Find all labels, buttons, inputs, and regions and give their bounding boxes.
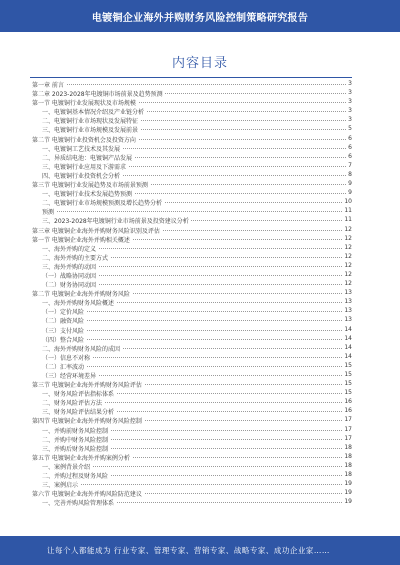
toc-entry-title: 一、财务风险评估指标体系 [42, 391, 115, 399]
toc-entry-title: （四）整合风险 [42, 336, 85, 344]
toc-entry[interactable] [32, 189, 352, 198]
toc-page-number: 16 [344, 398, 352, 406]
toc-page-number: 17 [344, 434, 352, 442]
toc-leader-dots [42, 211, 352, 212]
toc-section-entry[interactable] [32, 98, 352, 107]
toc-page-number: 12 [344, 270, 352, 278]
toc-section-entry[interactable] [32, 453, 352, 462]
toc-leader-dots [42, 311, 352, 312]
toc-entry-title: 二、电镀铜行业市场规模预测及增长趋势分析 [42, 200, 163, 208]
toc-entry-title: 二、海外并购的主要方式 [42, 254, 109, 262]
toc-page-number: 3 [348, 89, 352, 97]
toc-page-number: 9 [348, 189, 352, 197]
toc-entry-title: （二）融资风险 [42, 318, 85, 326]
toc-entry[interactable] [32, 426, 352, 435]
toc-entry-title: 第二节 电镀铜行业投资机会及投资方向 [32, 136, 136, 144]
toc-entry[interactable] [32, 198, 352, 207]
toc-entry[interactable] [32, 298, 352, 307]
toc-entry-title: 第一章 前言 [32, 82, 64, 89]
toc-entry[interactable] [32, 435, 352, 444]
toc-section-entry[interactable] [32, 380, 352, 389]
header-banner [0, 0, 400, 32]
toc-entry-title: 三、并购后财务风险控制 [42, 445, 109, 453]
toc-page-number: 13 [344, 298, 352, 306]
toc-page-number: 13 [344, 307, 352, 315]
toc-page-number: 11 [344, 207, 352, 215]
toc-entry-title: 二、异质结电池：电镀铜产品发展 [42, 154, 133, 162]
toc-entry-title: （一）战略协同动因 [42, 272, 97, 280]
toc-page-number: 7 [348, 161, 352, 169]
toc-page-number: 9 [348, 180, 352, 188]
toc-leader-dots [42, 366, 352, 367]
toc-entry[interactable] [32, 216, 352, 225]
toc-entry-title: 三、2023-2028年电镀铜行业市场前景及投资建议分析 [42, 218, 189, 226]
footer-banner [0, 536, 400, 565]
toc-entry-title: 第六节 电镀铜企业海外并购风险防范建议 [32, 491, 142, 499]
toc-page-number: 3 [348, 80, 352, 87]
toc-entry-title: 一、海外并购财务风险概述 [42, 300, 115, 308]
toc-entry[interactable] [32, 498, 352, 507]
toc-chapter-entry[interactable] [32, 80, 352, 89]
toc-page-number: 12 [344, 280, 352, 288]
toc-entry[interactable] [32, 116, 352, 125]
toc-section-entry[interactable] [32, 135, 352, 144]
toc-entry[interactable] [32, 207, 352, 216]
toc-entry-title: 二、海外并购财务风险的成因 [42, 345, 121, 353]
toc-heading: 内容目录 [171, 56, 228, 71]
toc-entry-title: 三、财务风险评估结果分析 [42, 409, 115, 417]
toc-entry[interactable] [32, 480, 352, 489]
toc-entry-title: 一、海外并购的定义 [42, 245, 97, 253]
toc-leader-dots [42, 484, 352, 485]
toc-page-number: 16 [344, 407, 352, 415]
toc-entry[interactable] [32, 316, 352, 325]
toc-entry-title: 三、电镀铜行业应用及下游需求 [42, 163, 127, 171]
toc-page-number: 14 [344, 352, 352, 360]
toc-entry-title: 第一节 电镀铜行业发展现状及市场规模 [32, 100, 136, 108]
toc-entry-title: 第一节 电镀铜企业海外并购相关概述 [32, 236, 130, 244]
toc-entry[interactable] [32, 244, 352, 253]
toc-page-number: 5 [348, 125, 352, 133]
toc-entry[interactable] [32, 462, 352, 471]
toc-section-entry[interactable] [32, 235, 352, 244]
toc-page-number: 19 [344, 480, 352, 488]
toc-entry-title: 第五节 电镀铜企业海外并购案例分析 [32, 454, 130, 462]
toc-entry-title: 第二节 电镀铜企业海外并购财务风险 [32, 291, 130, 299]
toc-entry-title: 二、并购中财务风险控制 [42, 436, 109, 444]
toc-entry[interactable] [32, 389, 352, 398]
toc-divider [30, 77, 352, 78]
toc-section-entry[interactable] [32, 489, 352, 498]
toc-entry[interactable] [32, 162, 352, 171]
toc-entry[interactable] [32, 107, 352, 116]
toc-entry[interactable] [32, 371, 352, 380]
toc-page-number: 18 [344, 461, 352, 469]
toc-entry[interactable] [32, 171, 352, 180]
toc-entry-title: （一）定价风险 [42, 309, 85, 317]
toc-entry[interactable] [32, 353, 352, 362]
toc-page-number: 15 [344, 371, 352, 378]
toc-entry[interactable] [32, 471, 352, 480]
toc-chapter-entry[interactable] [32, 226, 352, 235]
toc-entry-title: 第三章 电镀铜企业海外并购财务风险识别及评估 [32, 227, 160, 235]
toc-page-number: 8 [348, 170, 352, 178]
toc-section-entry[interactable] [32, 289, 352, 298]
toc-entry[interactable] [32, 398, 352, 407]
report-title: 电镀铜企业海外并购财务风险控制策略研究报告 [91, 13, 309, 24]
toc-entry-title: （三）支付风险 [42, 327, 85, 335]
toc-page-number: 19 [344, 498, 352, 506]
toc-page-number: 3 [348, 107, 352, 115]
toc-entry[interactable] [32, 144, 352, 153]
toc-entry-title: 一、电镀铜基本情况介绍及产业链分析 [42, 109, 145, 117]
toc-entry-title: 第三节 电镀铜行业发展趋势及市场前景预测 [32, 182, 148, 190]
toc-entry[interactable] [32, 407, 352, 416]
toc-page-number: 13 [344, 316, 352, 324]
toc-page-number: 12 [344, 261, 352, 269]
toc-entry-title: 第四节 电镀铜企业海外并购财务风险控制 [32, 418, 142, 426]
toc-page-number: 12 [344, 252, 352, 260]
toc-page-number: 18 [344, 443, 352, 451]
toc-entry-title: 一、电镀铜工艺技术及其发展 [42, 145, 121, 153]
toc-page-number: 12 [344, 243, 352, 251]
toc-entry-title: 二、电镀铜行业市场现状及发展特征 [42, 118, 139, 126]
toc-section-entry[interactable] [32, 416, 352, 425]
toc-entry[interactable] [32, 262, 352, 271]
table-of-contents [32, 80, 352, 507]
toc-entry-title: 三、案例启示 [42, 482, 79, 490]
toc-page-number: 17 [344, 416, 352, 424]
toc-chapter-entry[interactable] [32, 89, 352, 98]
toc-entry-title: （三）经营环境差异 [42, 373, 97, 380]
toc-page-number: 13 [344, 289, 352, 297]
toc-entry-title: 一、并购前财务风险控制 [42, 427, 109, 435]
toc-page-number: 15 [344, 380, 352, 388]
toc-entry-title: 一、案例背景介绍 [42, 463, 91, 471]
toc-entry-title: 预测 [42, 209, 55, 217]
footer-slogan: 让每个人都能成为 行业专家、管理专家、营销专家、战略专家、成功企业家…… [47, 546, 330, 555]
toc-entry[interactable] [32, 307, 352, 316]
toc-page-number: 15 [344, 389, 352, 397]
toc-leader-dots [32, 84, 352, 85]
toc-entry[interactable] [32, 362, 352, 371]
toc-entry[interactable] [32, 153, 352, 162]
toc-entry-title: 一、电镀铜行业技术发展趋势预测 [42, 191, 133, 199]
toc-leader-dots [42, 320, 352, 321]
toc-entry[interactable] [32, 280, 352, 289]
toc-page-number: 10 [344, 198, 352, 206]
toc-entry[interactable] [32, 326, 352, 335]
toc-entry[interactable] [32, 125, 352, 134]
toc-page-number: 14 [344, 334, 352, 342]
toc-entry-title: 第三节 电镀铜企业海外并购财务风险评估 [32, 382, 142, 390]
toc-leader-dots [42, 330, 352, 331]
toc-page-number: 15 [344, 361, 352, 369]
toc-page-number: 6 [348, 152, 352, 160]
toc-page-number: 6 [348, 143, 352, 151]
toc-page-number: 18 [344, 452, 352, 460]
toc-entry-title: 二、并购过程及财务风险 [42, 473, 109, 481]
toc-page-number: 12 [344, 225, 352, 233]
toc-entry-title: 三、电镀铜行业市场规模及发展前景 [42, 127, 139, 135]
toc-entry-title: 三、海外并购的动因 [42, 263, 97, 271]
toc-page-number: 17 [344, 425, 352, 433]
toc-entry-title: 第二章 2023-2028年电镀铜市场前景及趋势预测 [32, 91, 163, 99]
toc-page-number: 19 [344, 489, 352, 497]
toc-page-number: 6 [348, 134, 352, 142]
toc-page-number: 14 [344, 325, 352, 333]
toc-leader-dots [42, 339, 352, 340]
toc-page-number: 11 [344, 216, 352, 224]
toc-entry-title: （二）财务协同动因 [42, 282, 97, 290]
toc-entry[interactable] [32, 444, 352, 453]
toc-entry[interactable] [32, 335, 352, 344]
toc-page-number: 18 [344, 471, 352, 479]
toc-section-entry[interactable] [32, 180, 352, 189]
toc-entry-title: （一）信息不对称 [42, 354, 91, 362]
toc-entry[interactable] [32, 271, 352, 280]
toc-entry-title: 一、完善并购风险管理体系 [42, 500, 115, 508]
toc-page-number: 12 [344, 234, 352, 242]
toc-entry-title: （二）汇率波动 [42, 363, 85, 371]
toc-entry[interactable] [32, 253, 352, 262]
toc-entry[interactable] [32, 344, 352, 353]
toc-entry-title: 二、财务风险评估方法 [42, 400, 103, 408]
toc-entry-title: 四、电镀铜行业投资机会分析 [42, 172, 121, 180]
toc-page-number: 14 [344, 343, 352, 351]
toc-page-number: 3 [348, 116, 352, 124]
toc-page-number: 3 [348, 98, 352, 106]
